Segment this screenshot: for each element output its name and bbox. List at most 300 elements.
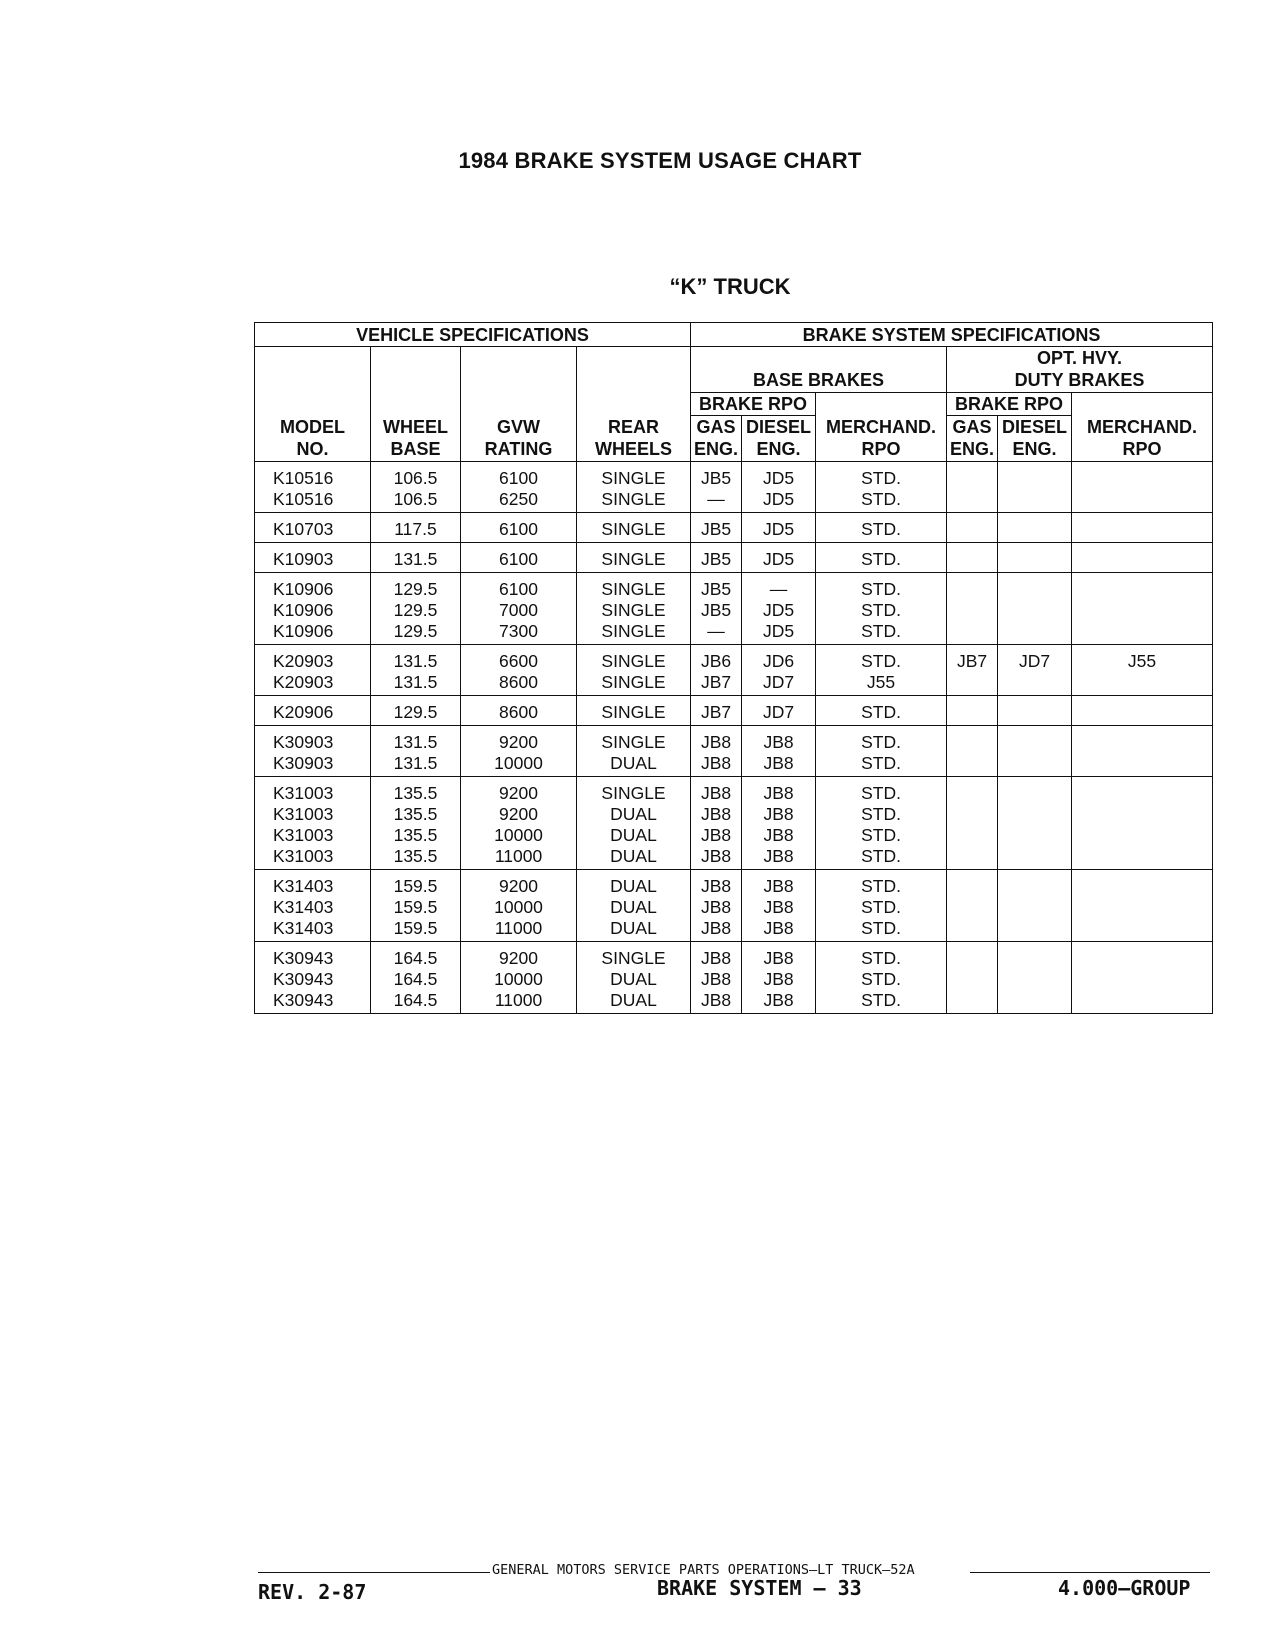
cell-opt-gas — [947, 726, 998, 777]
cell-wheel-base — [371, 543, 461, 573]
cell-value: JB7 — [700, 672, 732, 692]
rear-wheels-header — [577, 347, 691, 462]
cell-value: JB8 — [763, 969, 794, 989]
cell-value: JB7 — [956, 651, 988, 671]
cell-opt-diesel — [998, 696, 1072, 726]
cell-diesel — [742, 870, 816, 942]
cell-value: 164.5 — [393, 969, 438, 989]
gas-header-line2: ENG. — [694, 439, 739, 459]
table-row — [255, 870, 1213, 942]
cell-value: 10000 — [494, 969, 543, 989]
cell-value: 10000 — [494, 825, 543, 845]
cell-value: DUAL — [610, 969, 657, 989]
brake-usage-table — [254, 322, 1213, 1014]
cell-value: K10906 — [273, 600, 334, 620]
cell-value: STD. — [861, 579, 901, 599]
cell-value: 6250 — [499, 489, 538, 509]
footer-revision: REV. 2-87 — [258, 1580, 367, 1604]
cell-value: DUAL — [610, 753, 657, 773]
cell-value: — — [707, 489, 725, 509]
cell-gas — [691, 462, 742, 513]
cell-gvw — [461, 645, 577, 696]
cell-value: 6100 — [499, 468, 538, 488]
cell-value: 135.5 — [393, 846, 438, 866]
cell-gas — [691, 870, 742, 942]
cell-value: STD. — [861, 846, 901, 866]
cell-value: JB8 — [700, 753, 732, 773]
cell-merch — [816, 777, 947, 870]
footer-group: 4.000—GROUP — [1058, 1576, 1191, 1600]
cell-value: DUAL — [610, 918, 657, 938]
cell-wheel-base — [371, 513, 461, 543]
cell-value: SINGLE — [601, 621, 666, 641]
cell-value: K30943 — [273, 969, 334, 989]
cell-value: JD6 — [762, 651, 795, 671]
cell-value: 135.5 — [393, 783, 438, 803]
cell-opt-diesel — [998, 645, 1072, 696]
cell-value: JD7 — [762, 672, 795, 692]
cell-value: DUAL — [610, 897, 657, 917]
cell-value: 159.5 — [393, 918, 438, 938]
cell-value: SINGLE — [601, 519, 666, 539]
cell-value: K20906 — [273, 702, 334, 722]
cell-value: 9200 — [499, 876, 538, 896]
cell-value: K31003 — [273, 783, 334, 803]
cell-value: STD. — [861, 948, 901, 968]
cell-gas — [691, 696, 742, 726]
cell-diesel — [742, 513, 816, 543]
cell-diesel — [742, 726, 816, 777]
cell-value: 129.5 — [393, 702, 438, 722]
cell-value: STD. — [861, 702, 901, 722]
cell-model — [255, 573, 371, 645]
opt-merch-header-line1: MERCHAND. — [1087, 417, 1198, 437]
cell-opt-merch — [1072, 777, 1213, 870]
cell-merch — [816, 726, 947, 777]
cell-value: 164.5 — [393, 990, 438, 1010]
wheel-header-line1: WHEEL — [383, 417, 448, 437]
cell-value: SINGLE — [601, 600, 666, 620]
cell-value: SINGLE — [601, 489, 666, 509]
cell-rear — [577, 942, 691, 1014]
cell-value: STD. — [861, 804, 901, 824]
cell-value: 129.5 — [393, 600, 438, 620]
cell-gvw — [461, 513, 577, 543]
wheel-base-header — [371, 347, 461, 462]
cell-value: K31403 — [273, 897, 334, 917]
opt-diesel-header-line1: DIESEL — [1002, 417, 1068, 437]
cell-value: 10000 — [494, 753, 543, 773]
cell-value: SINGLE — [601, 579, 666, 599]
opt-hvy-line2: DUTY BRAKES — [1014, 370, 1145, 390]
cell-value: JB8 — [700, 783, 732, 803]
cell-value: JB8 — [763, 876, 794, 896]
opt-brake-rpo-header: BRAKE RPO — [947, 393, 1072, 416]
cell-model — [255, 645, 371, 696]
cell-merch — [816, 696, 947, 726]
cell-gas — [691, 645, 742, 696]
cell-value: 106.5 — [393, 489, 438, 509]
cell-wheel-base — [371, 573, 461, 645]
cell-value: 6100 — [499, 579, 538, 599]
cell-value: K31003 — [273, 804, 334, 824]
table-row — [255, 462, 1213, 513]
cell-value: JB8 — [700, 846, 732, 866]
cell-value: K20903 — [273, 672, 334, 692]
cell-model — [255, 462, 371, 513]
cell-value: JB6 — [700, 651, 732, 671]
cell-value: STD. — [861, 489, 901, 509]
cell-opt-diesel — [998, 543, 1072, 573]
table-body — [255, 462, 1213, 1014]
cell-value: STD. — [861, 468, 901, 488]
cell-value: JD7 — [762, 702, 795, 722]
cell-model — [255, 513, 371, 543]
cell-value: 8600 — [499, 702, 538, 722]
cell-value: JD7 — [1018, 651, 1051, 671]
cell-wheel-base — [371, 942, 461, 1014]
gvw-header-line2: RATING — [484, 439, 553, 459]
cell-gvw — [461, 462, 577, 513]
cell-opt-merch — [1072, 645, 1213, 696]
cell-value: JB8 — [700, 825, 732, 845]
cell-gvw — [461, 573, 577, 645]
cell-gvw — [461, 696, 577, 726]
cell-value: 6600 — [499, 651, 538, 671]
cell-value: 11000 — [494, 918, 543, 938]
cell-value: 159.5 — [393, 897, 438, 917]
cell-value: STD. — [861, 549, 901, 569]
cell-opt-gas — [947, 543, 998, 573]
cell-value: — — [707, 621, 725, 641]
cell-wheel-base — [371, 462, 461, 513]
cell-value: JB8 — [763, 948, 794, 968]
cell-value: STD. — [861, 600, 901, 620]
cell-rear — [577, 696, 691, 726]
cell-opt-diesel — [998, 726, 1072, 777]
table-row — [255, 573, 1213, 645]
cell-value: STD. — [861, 753, 901, 773]
table-row — [255, 696, 1213, 726]
cell-gvw — [461, 543, 577, 573]
base-gas-eng-header — [691, 416, 742, 462]
cell-value: JB5 — [700, 519, 732, 539]
cell-value: STD. — [861, 783, 901, 803]
table-row — [255, 942, 1213, 1014]
cell-value: JB8 — [763, 918, 794, 938]
gvw-rating-header — [461, 347, 577, 462]
cell-opt-merch — [1072, 942, 1213, 1014]
cell-opt-merch — [1072, 726, 1213, 777]
cell-opt-merch — [1072, 696, 1213, 726]
cell-merch — [816, 870, 947, 942]
cell-model — [255, 726, 371, 777]
cell-opt-merch — [1072, 543, 1213, 573]
cell-rear — [577, 726, 691, 777]
opt-diesel-eng-header — [998, 416, 1072, 462]
cell-diesel — [742, 696, 816, 726]
cell-value: JB8 — [763, 846, 794, 866]
cell-opt-merch — [1072, 462, 1213, 513]
cell-model — [255, 777, 371, 870]
footer-section: BRAKE SYSTEM — 33 — [657, 1576, 862, 1600]
cell-value: K31403 — [273, 876, 334, 896]
cell-value: 11000 — [494, 990, 543, 1010]
cell-value: JB5 — [700, 600, 732, 620]
cell-value: 131.5 — [393, 672, 438, 692]
cell-value: DUAL — [610, 990, 657, 1010]
cell-opt-gas — [947, 573, 998, 645]
cell-value: JB8 — [700, 804, 732, 824]
table-row — [255, 777, 1213, 870]
cell-value: JD5 — [762, 468, 795, 488]
cell-merch — [816, 513, 947, 543]
wheel-header-line2: BASE — [390, 439, 441, 459]
footer-publisher: GENERAL MOTORS SERVICE PARTS OPERATIONS—LT TRUCK—52A — [492, 1562, 915, 1578]
cell-opt-diesel — [998, 870, 1072, 942]
cell-diesel — [742, 543, 816, 573]
cell-value: 6100 — [499, 519, 538, 539]
merch-header-line1: MERCHAND. — [826, 417, 937, 437]
cell-value: 9200 — [499, 783, 538, 803]
cell-value: 11000 — [494, 846, 543, 866]
cell-value: 131.5 — [393, 753, 438, 773]
cell-value: 7300 — [499, 621, 538, 641]
cell-value: JB5 — [700, 579, 732, 599]
cell-value: DUAL — [610, 825, 657, 845]
cell-value: K10906 — [273, 621, 334, 641]
cell-value: STD. — [861, 732, 901, 752]
opt-heavy-duty-header — [947, 347, 1213, 393]
cell-diesel — [742, 645, 816, 696]
cell-value: JB8 — [763, 990, 794, 1010]
cell-value: JB8 — [763, 783, 794, 803]
cell-value: 135.5 — [393, 825, 438, 845]
cell-value: JD5 — [762, 519, 795, 539]
cell-rear — [577, 573, 691, 645]
cell-gas — [691, 942, 742, 1014]
cell-gas — [691, 573, 742, 645]
rear-header-line1: REAR — [608, 417, 660, 437]
opt-merch-header-line2: RPO — [1122, 439, 1162, 459]
cell-wheel-base — [371, 870, 461, 942]
cell-opt-gas — [947, 777, 998, 870]
cell-value: STD. — [861, 519, 901, 539]
cell-opt-diesel — [998, 573, 1072, 645]
cell-value: J55 — [866, 672, 896, 692]
model-no-header — [255, 347, 371, 462]
cell-value: K30943 — [273, 990, 334, 1010]
cell-value: 7000 — [499, 600, 538, 620]
cell-value: 131.5 — [393, 549, 438, 569]
cell-value: DUAL — [610, 876, 657, 896]
cell-merch — [816, 462, 947, 513]
base-brakes-header: BASE BRAKES — [691, 347, 947, 393]
cell-value: 164.5 — [393, 948, 438, 968]
cell-value: 6100 — [499, 549, 538, 569]
cell-value: 129.5 — [393, 579, 438, 599]
cell-opt-merch — [1072, 870, 1213, 942]
cell-opt-diesel — [998, 462, 1072, 513]
cell-value: SINGLE — [601, 702, 666, 722]
cell-value: SINGLE — [601, 651, 666, 671]
chart-subtitle: “K” TRUCK — [669, 274, 791, 299]
cell-gvw — [461, 942, 577, 1014]
cell-value: 131.5 — [393, 732, 438, 752]
cell-value: SINGLE — [601, 732, 666, 752]
cell-opt-gas — [947, 513, 998, 543]
cell-value: STD. — [861, 918, 901, 938]
cell-value: JB8 — [700, 990, 732, 1010]
cell-value: STD. — [861, 897, 901, 917]
cell-value: J55 — [1127, 651, 1157, 671]
cell-gvw — [461, 726, 577, 777]
cell-value: — — [769, 579, 788, 599]
cell-opt-diesel — [998, 513, 1072, 543]
cell-merch — [816, 543, 947, 573]
cell-diesel — [742, 777, 816, 870]
cell-opt-gas — [947, 462, 998, 513]
cell-value: JB8 — [700, 876, 732, 896]
cell-value: JD5 — [762, 489, 795, 509]
base-merchand-rpo-header — [816, 393, 947, 462]
cell-value: JB8 — [763, 825, 794, 845]
cell-value: JB8 — [700, 948, 732, 968]
cell-merch — [816, 942, 947, 1014]
cell-merch — [816, 645, 947, 696]
cell-opt-gas — [947, 870, 998, 942]
cell-gvw — [461, 870, 577, 942]
base-brake-rpo-header: BRAKE RPO — [691, 393, 816, 416]
cell-value: STD. — [861, 825, 901, 845]
cell-value: SINGLE — [601, 783, 666, 803]
footer-rule-left — [258, 1572, 490, 1573]
cell-model — [255, 543, 371, 573]
cell-value: 8600 — [499, 672, 538, 692]
cell-value: JB7 — [700, 702, 732, 722]
cell-value: JB8 — [700, 732, 732, 752]
cell-value: SINGLE — [601, 672, 666, 692]
cell-gvw — [461, 777, 577, 870]
cell-opt-merch — [1072, 573, 1213, 645]
cell-value: JB5 — [700, 468, 732, 488]
cell-diesel — [742, 462, 816, 513]
cell-value: 9200 — [499, 948, 538, 968]
cell-gas — [691, 513, 742, 543]
cell-value: JB8 — [700, 969, 732, 989]
diesel-header-line2: ENG. — [756, 439, 801, 459]
cell-value: 9200 — [499, 732, 538, 752]
table-row — [255, 726, 1213, 777]
cell-rear — [577, 645, 691, 696]
cell-opt-gas — [947, 942, 998, 1014]
base-diesel-eng-header — [742, 416, 816, 462]
cell-value: JD5 — [762, 549, 795, 569]
cell-gas — [691, 726, 742, 777]
cell-diesel — [742, 573, 816, 645]
cell-value: K10516 — [273, 489, 334, 509]
merch-header-line2: RPO — [861, 439, 901, 459]
opt-gas-header-line1: GAS — [952, 417, 992, 437]
cell-value: K10703 — [273, 519, 334, 539]
cell-wheel-base — [371, 696, 461, 726]
cell-value: STD. — [861, 621, 901, 641]
model-header-line1: MODEL — [280, 417, 345, 437]
cell-value: K31403 — [273, 918, 334, 938]
table-row — [255, 645, 1213, 696]
cell-value: 135.5 — [393, 804, 438, 824]
cell-value: JB8 — [763, 897, 794, 917]
cell-gas — [691, 543, 742, 573]
table-row — [255, 543, 1213, 573]
cell-opt-gas — [947, 645, 998, 696]
cell-value: K10906 — [273, 579, 334, 599]
cell-opt-diesel — [998, 942, 1072, 1014]
cell-value: 10000 — [494, 897, 543, 917]
diesel-header-line1: DIESEL — [746, 417, 812, 437]
cell-model — [255, 696, 371, 726]
rear-header-line2: WHEELS — [595, 439, 673, 459]
cell-value: 131.5 — [393, 651, 438, 671]
opt-diesel-header-line2: ENG. — [1012, 439, 1057, 459]
cell-merch — [816, 573, 947, 645]
cell-rear — [577, 513, 691, 543]
cell-value: STD. — [861, 651, 901, 671]
cell-value: JB8 — [700, 897, 732, 917]
cell-opt-merch — [1072, 513, 1213, 543]
cell-value: JB8 — [763, 732, 794, 752]
cell-rear — [577, 462, 691, 513]
cell-opt-gas — [947, 696, 998, 726]
cell-gas — [691, 777, 742, 870]
cell-value: K10516 — [273, 468, 334, 488]
cell-value: 9200 — [499, 804, 538, 824]
model-header-line2: NO. — [296, 439, 329, 459]
table-row — [255, 513, 1213, 543]
cell-value: DUAL — [610, 846, 657, 866]
cell-value: JB8 — [763, 804, 794, 824]
cell-value: SINGLE — [601, 948, 666, 968]
cell-value: SINGLE — [601, 468, 666, 488]
gvw-header-line1: GVW — [497, 417, 540, 437]
cell-value: K20903 — [273, 651, 334, 671]
cell-value: K31003 — [273, 825, 334, 845]
cell-value: DUAL — [610, 804, 657, 824]
cell-model — [255, 942, 371, 1014]
cell-value: 106.5 — [393, 468, 438, 488]
opt-merchand-rpo-header — [1072, 393, 1213, 462]
cell-value: K30903 — [273, 732, 334, 752]
cell-rear — [577, 543, 691, 573]
cell-wheel-base — [371, 726, 461, 777]
cell-value: JB8 — [700, 918, 732, 938]
gas-header-line1: GAS — [696, 417, 736, 437]
cell-value: 117.5 — [394, 519, 437, 539]
cell-rear — [577, 870, 691, 942]
cell-value: STD. — [861, 876, 901, 896]
chart-title: 1984 BRAKE SYSTEM USAGE CHART — [458, 148, 862, 173]
footer-rule-right — [970, 1572, 1210, 1573]
opt-hvy-line1: OPT. HVY. — [1037, 348, 1123, 368]
cell-value: K30943 — [273, 948, 334, 968]
cell-value: JB5 — [700, 549, 732, 569]
cell-wheel-base — [371, 645, 461, 696]
brake-system-specifications-header: BRAKE SYSTEM SPECIFICATIONS — [691, 323, 1213, 347]
cell-value: JD5 — [762, 600, 795, 620]
opt-gas-eng-header — [947, 416, 998, 462]
cell-diesel — [742, 942, 816, 1014]
cell-wheel-base — [371, 777, 461, 870]
